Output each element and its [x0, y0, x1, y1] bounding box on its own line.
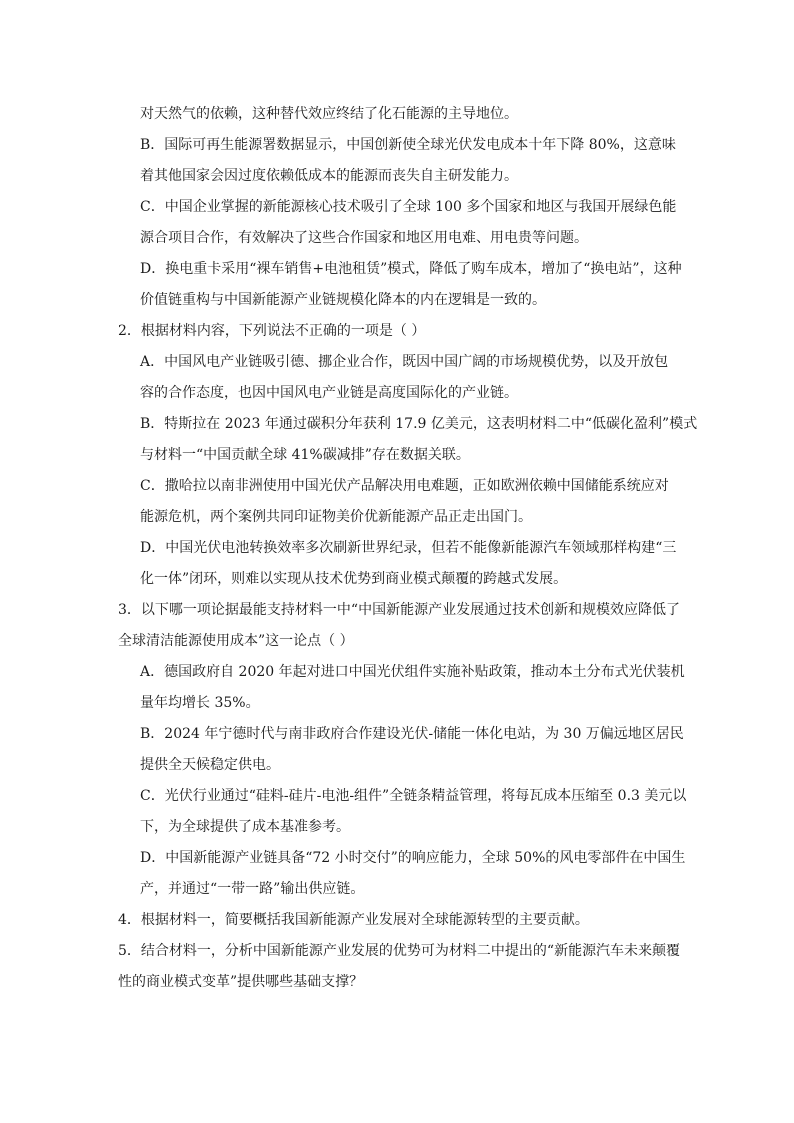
q3-option-d-continuation: 产，并通过“一带一路”输出供应链。: [140, 881, 365, 897]
option-c-continuation: 源合项目合作，有效解决了这些合作国家和地区用电难、用电贵等问题。: [140, 230, 588, 246]
q2-option-d-continuation: 化一体”闭环，则难以实现从技术优势到商业模式颠覆的跨越式发展。: [140, 571, 568, 587]
q2-option-b: B．特斯拉在 2023 年通过碳积分年获利 17.9 亿美元，这表明材料二中“低碳化盈利”模式: [140, 416, 698, 432]
question-3-continuation: 全球清洁能源使用成本”这一论点（ ）: [118, 633, 354, 649]
option-c: C．中国企业掌握的新能源核心技术吸引了全球 100 多个国家和地区与我国开展绿色能: [140, 199, 677, 215]
q3-option-d: D．中国新能源产业链具备“72 小时交付”的响应能力，全球 50%的风电零部件在中国生: [140, 850, 686, 866]
question-4: 4．根据材料一，简要概括我国新能源产业发展对全球能源转型的主要贡献。: [118, 912, 589, 928]
q2-option-d: D．中国光伏电池转换效率多次刷新世界纪录，但若不能像新能源汽车领域那样构建“三: [140, 540, 677, 556]
q3-option-c: C．光伏行业通过“硅料-硅片-电池-组件”全链条精益管理，将每瓦成本压缩至 0.3 美元以: [140, 788, 687, 804]
q2-option-c: C．撒哈拉以南非洲使用中国光伏产品解决用电难题，正如欧洲依赖中国储能系统应对: [140, 478, 669, 494]
q3-option-c-continuation: 下，为全球提供了成本基准参考。: [140, 819, 350, 835]
q2-option-c-continuation: 能源危机，两个案例共同印证物美价优新能源产品正走出国门。: [140, 509, 532, 525]
question-5-continuation: 性的商业模式变革”提供哪些基础支撑？: [118, 974, 364, 990]
option-b-continuation: 着其他国家会因过度依赖低成本的能源而丧失自主研发能力。: [140, 168, 518, 184]
q2-option-a-continuation: 容的合作态度，也因中国风电产业链是高度国际化的产业链。: [140, 385, 518, 401]
option-b: B．国际可再生能源署数据显示，中国创新使全球光伏发电成本十年下降 80%，这意味: [140, 137, 676, 153]
question-3: 3．以下哪一项论据最能支持材料一中“中国新能源产业发展通过技术创新和规模效应降低了: [118, 602, 681, 618]
q3-option-a: A．德国政府自 2020 年起对进口中国光伏组件实施补贴政策，推动本土分布式光伏装机: [140, 664, 685, 680]
option-d: D．换电重卡采用“裸车销售+电池租赁”模式，降低了购车成本，增加了“换电站”，这种: [140, 261, 682, 277]
question-2: 2．根据材料内容，下列说法不正确的一项是（ ）: [118, 323, 426, 339]
q2-option-b-continuation: 与材料一“中国贡献全球 41%碳减排”存在数据关联。: [140, 447, 470, 463]
q2-option-a: A．中国风电产业链吸引德、挪企业合作，既因中国广阔的市场规模优势，以及开放包: [140, 354, 669, 370]
q3-option-b-continuation: 提供全天候稳定供电。: [140, 757, 280, 773]
q3-option-b: B．2024 年宁德时代与南非政府合作建设光伏-储能一体化电站，为 30 万偏远地区居民: [140, 726, 684, 742]
option-a-continuation: 对天然气的依赖，这种替代效应终结了化石能源的主导地位。: [140, 106, 518, 122]
question-5: 5．结合材料一，分析中国新能源产业发展的优势可为材料二中提出的“新能源汽车未来颠覆: [118, 943, 681, 959]
option-d-continuation: 价值链重构与中国新能源产业链规模化降本的内在逻辑是一致的。: [140, 292, 546, 308]
q3-option-a-continuation: 量年均增长 35%。: [140, 695, 260, 711]
